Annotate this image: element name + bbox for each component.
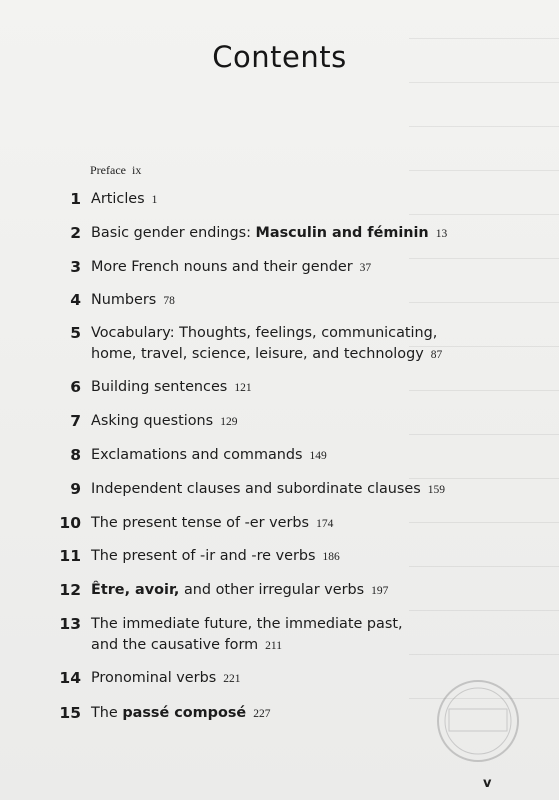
page-title: Contents <box>212 40 347 74</box>
chapter-number: 15 <box>59 704 81 722</box>
chapter-title-emphasis: passé composé <box>122 705 247 721</box>
chapter-page: 221 <box>223 673 241 685</box>
chapter-title: Numbers <box>91 292 157 308</box>
chapter-number: 3 <box>70 258 81 276</box>
chapter-title-emphasis: Être, avoir, <box>91 582 180 598</box>
chapter-title: Vocabulary: Thoughts, feelings, communicating, <box>91 325 438 341</box>
chapter-page: 121 <box>234 382 252 394</box>
chapter-page: 186 <box>322 551 340 563</box>
chapter-title: and other irregular verbs <box>179 582 365 598</box>
preface-label: Preface <box>90 163 126 177</box>
chapter-number: 4 <box>70 291 81 309</box>
chapter-title: More French nouns and their gender <box>91 259 353 275</box>
chapter-title: The <box>91 705 123 721</box>
chapter-number: 6 <box>70 378 81 396</box>
preface-page: ix <box>131 163 142 177</box>
chapter-page: 37 <box>359 262 372 274</box>
chapter-title: Pronominal verbs <box>91 670 217 686</box>
chapter-title: The immediate future, the immediate past, <box>91 616 403 632</box>
chapter-page: 13 <box>435 228 448 240</box>
chapter-number: 9 <box>70 480 81 498</box>
chapter-title: Independent clauses and subordinate clauses <box>91 481 421 497</box>
chapter-number: 13 <box>59 615 81 633</box>
chapter-title: The present of -ir and -re verbs <box>91 548 316 564</box>
chapter-page: 1 <box>151 194 158 206</box>
chapter-title: Asking questions <box>91 413 214 429</box>
chapter-page: 174 <box>316 518 334 530</box>
chapter-title: Building sentences <box>91 379 228 395</box>
chapter-page: 78 <box>163 295 175 307</box>
chapter-page: 87 <box>430 349 443 361</box>
chapter-number: 2 <box>70 224 81 242</box>
chapter-number: 12 <box>59 581 81 599</box>
chapter-title: Basic gender endings: <box>91 225 256 241</box>
chapter-number: 7 <box>70 412 81 430</box>
chapter-title-emphasis: Masculin and féminin <box>255 225 429 241</box>
chapter-title: The present tense of -er verbs <box>91 515 310 531</box>
chapter-number: 5 <box>70 324 81 342</box>
chapter-title: Articles <box>91 191 145 207</box>
chapter-page: 211 <box>265 640 282 652</box>
chapter-title: Exclamations and commands <box>91 447 303 463</box>
chapter-number: 11 <box>59 547 81 565</box>
chapter-title-line2: home, travel, science, leisure, and technology <box>91 346 424 362</box>
chapter-number: 14 <box>59 669 81 687</box>
chapter-page: 129 <box>220 416 238 428</box>
chapter-number: 10 <box>59 514 81 532</box>
chapter-number: 1 <box>70 190 81 208</box>
page-number: v <box>483 776 492 791</box>
chapter-page: 159 <box>427 484 446 496</box>
chapter-page: 197 <box>371 585 389 597</box>
chapter-page: 227 <box>253 708 271 720</box>
chapter-number: 8 <box>70 446 81 464</box>
chapter-title-line2: and the causative form <box>91 637 259 653</box>
watermark-seal <box>433 676 523 766</box>
chapter-page: 149 <box>309 450 327 462</box>
